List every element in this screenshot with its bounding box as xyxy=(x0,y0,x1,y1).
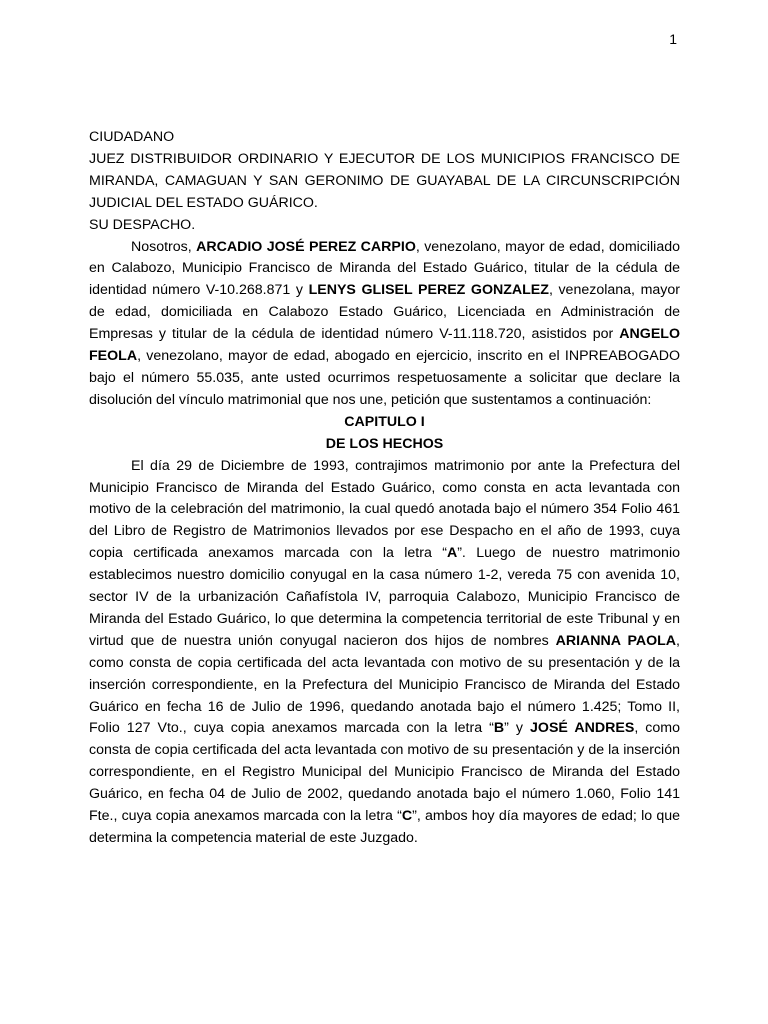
facts-text-2: ”. Luego de nuestro matrimonio establecimos nuestro domicilio conyugal en la casa número 1-2, vereda 75 con avenida 10, sector IV de la urbanización Cañafístola IV, parroquia Calabozo, Municipio Francisco de Miranda del Estado Guárico, lo que determina la competencia territorial de este Tribunal y en virtud que de nuestra unión conyugal nacieron dos hijos de nombres xyxy=(89,545,680,649)
annex-letter-c: C xyxy=(401,808,413,825)
petitioner-1-name: ARCADIO JOSÉ PEREZ CARPIO xyxy=(196,238,416,255)
facts-text-3: , como consta de copia certificada del acta levantada con motivo de su presentación y de la inserción correspondiente, en la Prefectura del Municipio Francisco de Miranda del Estado Guárico en fecha 16 de Julio de 1996, quedando anotada bajo el número 1.425; Tomo II, Folio 127 Vto., cuya copia anexamos marcada con la letra “ xyxy=(89,632,680,737)
annex-letter-b: B xyxy=(493,720,505,737)
chapter-title: CAPITULO I xyxy=(344,413,425,430)
intro-paragraph xyxy=(89,237,680,412)
document-body xyxy=(89,127,680,850)
facts-text-5: , como consta de copia certificada del acta levantada con motivo de su presentación y de la inserción correspondiente, en el Registro Municipal del Municipio Francisco de Miranda del Estado Guárico, en fecha 04 de Julio de 2002, quedando anotada bajo el número 1.060, Folio 141 Fte., cuya copia anexamos marcada con la letra “ xyxy=(89,720,680,825)
addressee-line: CIUDADANO xyxy=(89,129,175,145)
child-1-name: ARIANNA PAOLA xyxy=(555,632,677,649)
facts-text-1: El día 29 de Diciembre de 1993, contrajimos matrimonio por ante la Prefectura del Municipio Francisco de Miranda del Estado Guárico, como consta en acta levantada con motivo de la celebración del matrimonio, la cual quedó anotada bajo el número 354 Folio 461 del Libro de Registro de Matrimonios llevados por ese Despacho en el año de 1993, cuya copia certificada anexamos marcada con la letra “ xyxy=(89,457,680,562)
intro-text-1: Nosotros, xyxy=(131,238,197,255)
facts-text-4: ” y xyxy=(504,720,531,737)
facts-paragraph xyxy=(89,456,680,850)
page-number: 1 xyxy=(669,31,677,47)
intro-text-4: , venezolano, mayor de edad, abogado en ejercicio, inscrito en el INPREABOGADO bajo el número 55.035, ante usted ocurrimos respetuosamente a solicitar que declare la disolución del vínculo matrimonial que nos une, petición que sustentamos a continuación: xyxy=(89,348,680,408)
intro-text-2: , venezolano, mayor de edad, domiciliado en Calabozo, Municipio Francisco de Miranda del Estado Guárico, titular de la cédula de identidad número V-10.268.871 y xyxy=(89,238,681,299)
addressee-title: JUEZ DISTRIBUIDOR ORDINARIO Y EJECUTOR DE LOS MUNICIPIOS FRANCISCO DE MIRANDA, CAMAGUAN Y SAN GERONIMO DE GUAYABAL DE LA CIRCUNSCRIPCIÓN JUDICIAL DEL ESTADO GUÁRICO. xyxy=(89,150,680,211)
annex-letter-a: A xyxy=(446,545,458,562)
petitioner-2-name: LENYS GLISEL PEREZ GONZALEZ xyxy=(308,282,549,299)
attorney-name: ANGELO FEOLA xyxy=(89,326,680,365)
addressee-closing: SU DESPACHO. xyxy=(89,216,196,233)
facts-text-6: ”, ambos hoy día mayores de edad; lo que determina la competencia material de este Juzgado. xyxy=(89,808,681,846)
child-2-name: JOSÉ ANDRES xyxy=(530,720,635,737)
intro-text-3: , venezolana, mayor de edad, domiciliada en Calabozo Estado Guárico, Licenciada en Administración de Empresas y titular de la cédula de identidad número V-11.118.720, asistidos por xyxy=(89,282,680,343)
chapter-subtitle: DE LOS HECHOS xyxy=(325,435,444,452)
